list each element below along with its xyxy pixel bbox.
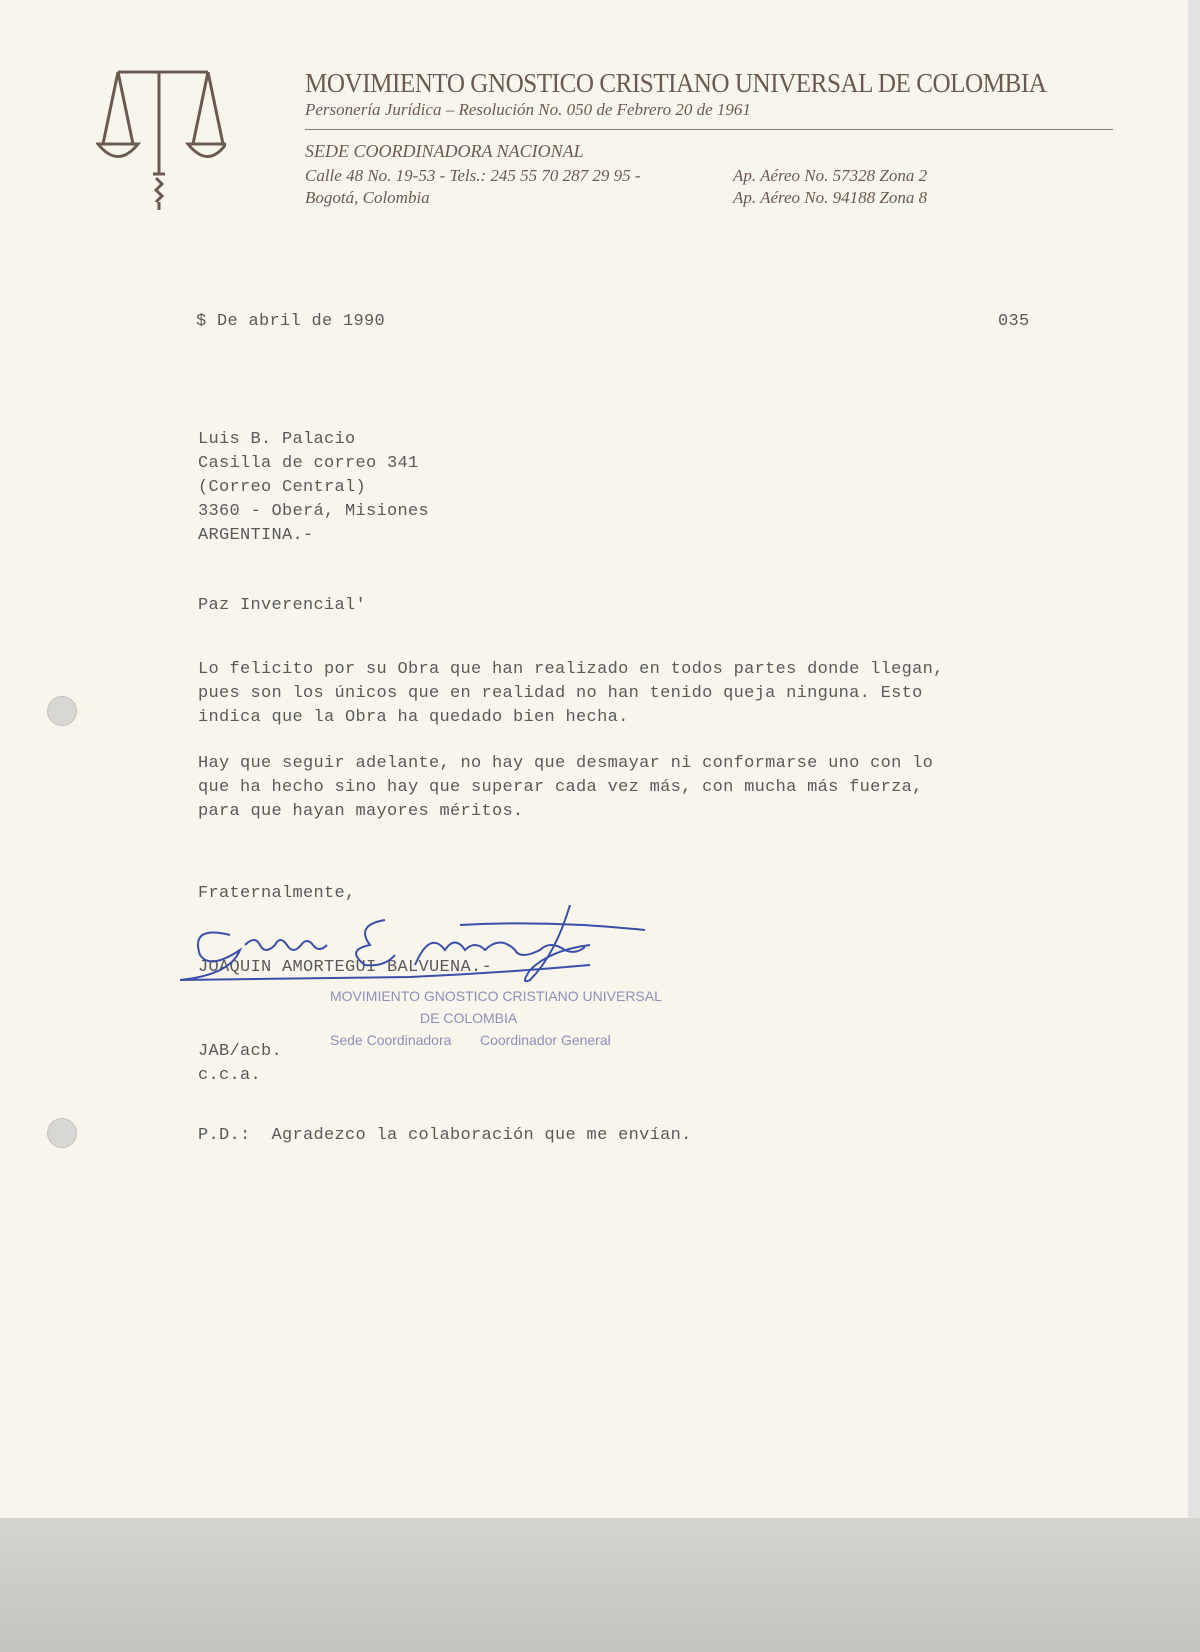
organization-stamp (330, 988, 662, 1088)
po-box-2: Ap. Aéreo No. 94188 Zona 8 (733, 188, 928, 207)
greeting: Paz Inverencial' (198, 596, 367, 615)
body-line: Lo felicito por su Obra que han realizado en todos partes donde llegan, (198, 660, 944, 679)
handwritten-signature (170, 895, 660, 985)
header-divider (305, 129, 1113, 130)
postscript: P.D.: Agradezco la colaboración que me envían. (198, 1126, 692, 1145)
scanner-background (0, 1518, 1200, 1652)
recipient-line: Casilla de correo 341 (198, 454, 419, 473)
signer-name: JOAQUIN AMORTEGUI BALVUENA.- (198, 958, 493, 977)
stamp-text: Coordinador General (480, 1032, 611, 1048)
body-line: pues son los únicos que en realidad no han tenido queja ninguna. Esto (198, 684, 923, 703)
organization-name: MOVIMIENTO GNOSTICO CRISTIANO UNIVERSAL DE COLOMBIA (305, 68, 1047, 98)
office-name: SEDE COORDINADORA NACIONAL (305, 141, 584, 161)
body-line: indica que la Obra ha quedado bien hecha. (198, 708, 629, 727)
legal-status: Personería Jurídica – Resolución No. 050 de Febrero 20 de 1961 (305, 100, 751, 119)
recipient-line: Luis B. Palacio (198, 430, 356, 449)
stamp-text: Sede Coordinadora (330, 1032, 452, 1048)
po-box-1: Ap. Aéreo No. 57328 Zona 2 (733, 166, 928, 185)
stamp-text: MOVIMIENTO GNOSTICO CRISTIANO UNIVERSAL (330, 988, 662, 1004)
recipient-line: 3360 - Oberá, Misiones (198, 502, 430, 521)
carbon-copy: c.c.a. (198, 1066, 262, 1085)
city: Bogotá, Colombia (305, 188, 430, 207)
body-line: para que hayan mayores méritos. (198, 802, 524, 821)
recipient-line: ARGENTINA.- (198, 526, 314, 545)
body-line: que ha hecho sino hay que superar cada vez más, con mucha más fuerza, (198, 778, 923, 797)
recipient-line: (Correo Central) (198, 478, 367, 497)
stamp-text: DE COLOMBIA (420, 1010, 518, 1026)
letter-date: $ De abril de 1990 (196, 312, 386, 331)
scan-edge (1188, 0, 1200, 1652)
reference-number: 035 (998, 312, 1030, 331)
punch-hole (47, 1118, 77, 1148)
typist-initials: JAB/acb. (198, 1042, 283, 1061)
closing: Fraternalmente, (198, 884, 356, 903)
scales-of-justice-logo (96, 64, 226, 214)
punch-hole (47, 696, 77, 726)
address-line: Calle 48 No. 19-53 - Tels.: 245 55 70 287 29 95 - (305, 166, 641, 185)
body-line: Hay que seguir adelante, no hay que desmayar ni conformarse uno con lo (198, 754, 934, 773)
